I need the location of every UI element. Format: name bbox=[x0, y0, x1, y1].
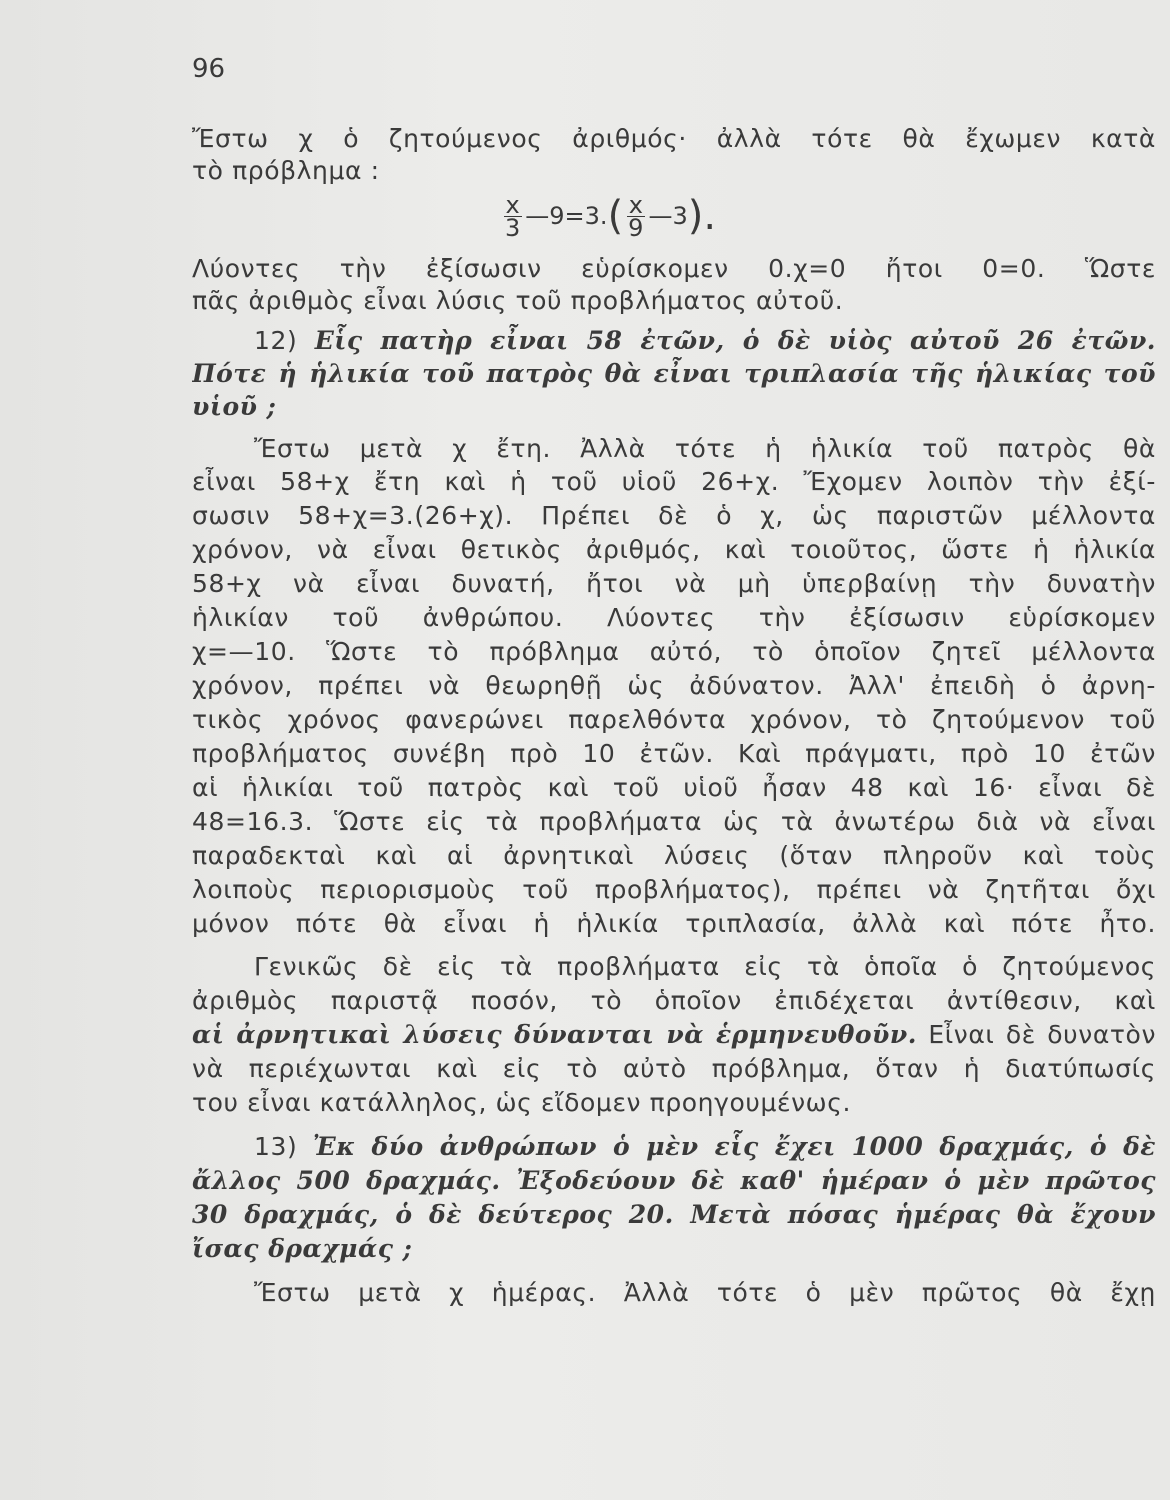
problem-13-title-line: ἴσας δραχμάς ; bbox=[192, 1234, 413, 1263]
problem-12-body-line: εἶναι 58+χ ἔτη καὶ ἡ τοῦ υἱοῦ 26+χ. Ἔχομεν λοιπὸν τὴν ἐξί- bbox=[192, 467, 1156, 496]
problem-12-body-line: αἱ ἡλικίαι τοῦ πατρὸς καὶ τοῦ υἱοῦ ἦσαν 48 καὶ 16· εἶναι δὲ bbox=[192, 773, 1156, 802]
problem-12-body-line: παραδεκταὶ καὶ αἱ ἀρνητικαὶ λύσεις (ὅταν πληροῦν καὶ τοὺς bbox=[192, 841, 1156, 870]
equation-middle: —9=3. bbox=[525, 202, 608, 230]
problem-12-title-line: υἱοῦ ; bbox=[192, 392, 277, 421]
emphasis-text: αἱ ἀρνητικαὶ λύσεις δύνανται νὰ ἑρμηνευθοῦν. bbox=[192, 1020, 917, 1049]
problem-12-title-line: Πότε ἡ ἡλικία τοῦ πατρὸς θὰ εἶναι τριπλασία τῆς ἡλικίας τοῦ bbox=[192, 359, 1156, 388]
fraction bbox=[503, 190, 522, 242]
text-line: τὸ πρόβλημα : bbox=[192, 156, 380, 185]
problem-12-body-line: 58+χ νὰ εἶναι δυνατή, ἤτοι νὰ μὴ ὑπερβαίνῃ τὴν δυνατὴν bbox=[192, 569, 1156, 598]
problem-12-body-line: χρόνον, πρέπει νὰ θεωρηθῇ ὡς ἀδύνατον. Ἀλλ' ἐπειδὴ ὁ ἀρνη- bbox=[192, 671, 1156, 700]
problem-12-body-line: μόνον πότε θὰ εἶναι ἡ ἡλικία τριπλασία, ἀλλὰ καὶ πότε ἦτο. bbox=[192, 909, 1156, 938]
problem-13-title-line: ἄλλος 500 δραχμάς. Ἐξοδεύουν δὲ καθ' ἡμέραν ὁ μὲν πρῶτος bbox=[192, 1166, 1156, 1195]
problem-title: Εἷς πατὴρ εἶναι 58 ἐτῶν, ὁ δὲ υἱὸς αὐτοῦ 26 ἐτῶν. bbox=[314, 326, 1156, 355]
fraction-numerator: x bbox=[505, 190, 520, 219]
general-line: ἀριθμὸς παριστᾷ ποσόν, τὸ ὁποῖον ἐπιδέχεται ἀντίθεσιν, καὶ bbox=[192, 986, 1156, 1015]
problem-12-title-line bbox=[254, 324, 1156, 358]
equation-paren-open: ( bbox=[607, 193, 624, 239]
page-number: 96 bbox=[192, 54, 226, 84]
problem-title: Ἐκ δύο ἀνθρώπων ὁ μὲν εἷς ἔχει 1000 δραχμάς, ὁ δὲ bbox=[312, 1132, 1156, 1161]
text-line: Λύοντες τὴν ἐξίσωσιν εὑρίσκομεν 0.χ=0 ἤτοι 0=0. Ὥστε bbox=[192, 254, 1156, 283]
problem-12-body-line: ἡλικίαν τοῦ ἀνθρώπου. Λύοντες τὴν ἐξίσωσιν εὑρίσκομεν bbox=[192, 603, 1156, 632]
problem-number: 12) bbox=[254, 326, 298, 355]
fraction bbox=[626, 190, 645, 242]
problem-12-body-line: χρόνον, νὰ εἶναι θετικὸς ἀριθμός, καὶ τοιοῦτος, ὥστε ἡ ἡλικία bbox=[192, 535, 1156, 564]
text-line: πᾶς ἀριθμὸς εἶναι λύσις τοῦ προβλήματος αὐτοῦ. bbox=[192, 286, 844, 315]
general-line: νὰ περιέχωνται καὶ εἰς τὸ αὐτὸ πρόβλημα, ὅταν ἡ διατύπωσίς bbox=[192, 1054, 1156, 1083]
equation bbox=[500, 188, 716, 244]
equation-paren-close: ). bbox=[687, 193, 717, 239]
problem-12-body-line: λοιποὺς περιορισμοὺς τοῦ προβλήματος), πρέπει νὰ ζητῆται ὄχι bbox=[192, 875, 1156, 904]
problem-number: 13) bbox=[254, 1132, 298, 1161]
problem-12-body-line: 48=16.3. Ὥστε εἰς τὰ προβλήματα ὡς τὰ ἀνωτέρω διὰ νὰ εἶναι bbox=[192, 807, 1156, 836]
general-line: Γενικῶς δὲ εἰς τὰ προβλήματα εἰς τὰ ὁποῖα ὁ ζητούμενος bbox=[254, 952, 1156, 981]
problem-12-body-line: τικὸς χρόνος φανερώνει παρελθόντα χρόνον, τὸ ζητούμενον τοῦ bbox=[192, 705, 1156, 734]
general-line-rest: Εἶναι δὲ δυνατὸν bbox=[916, 1020, 1156, 1049]
problem-12-body-line: Ἔστω μετὰ χ ἔτη. Ἀλλὰ τότε ἡ ἡλικία τοῦ πατρὸς θὰ bbox=[254, 434, 1156, 463]
problem-13-body-line: Ἔστω μετὰ χ ἡμέρας. Ἀλλὰ τότε ὁ μὲν πρῶτος θὰ ἔχῃ bbox=[254, 1278, 1156, 1307]
general-line: του εἶναι κατάλληλος, ὡς εἴδομεν προηγουμένως. bbox=[192, 1088, 852, 1117]
general-line bbox=[192, 1018, 1156, 1052]
fraction-denominator: 9 bbox=[628, 213, 644, 242]
problem-13-title-line bbox=[254, 1130, 1156, 1164]
problem-13-title-line: 30 δραχμάς, ὁ δὲ δεύτερος 20. Μετὰ πόσας ἡμέρας θὰ ἔχουν bbox=[192, 1200, 1156, 1229]
equation-tail: —3 bbox=[648, 202, 688, 230]
problem-12-body-line: σωσιν 58+χ=3.(26+χ). Πρέπει δὲ ὁ χ, ὡς παριστῶν μέλλοντα bbox=[192, 501, 1156, 530]
problem-12-body-line: χ=—10. Ὥστε τὸ πρόβλημα αὐτό, τὸ ὁποῖον ζητεῖ μέλλοντα bbox=[192, 637, 1156, 666]
text-line: Ἔστω χ ὁ ζητούμενος ἀριθμός· ἀλλὰ τότε θὰ ἔχωμεν κατὰ bbox=[192, 124, 1156, 153]
fraction-denominator: 3 bbox=[505, 213, 521, 242]
problem-12-body-line: προβλήματος συνέβη πρὸ 10 ἐτῶν. Καὶ πράγματι, πρὸ 10 ἐτῶν bbox=[192, 739, 1156, 768]
fraction-numerator: x bbox=[628, 190, 643, 219]
